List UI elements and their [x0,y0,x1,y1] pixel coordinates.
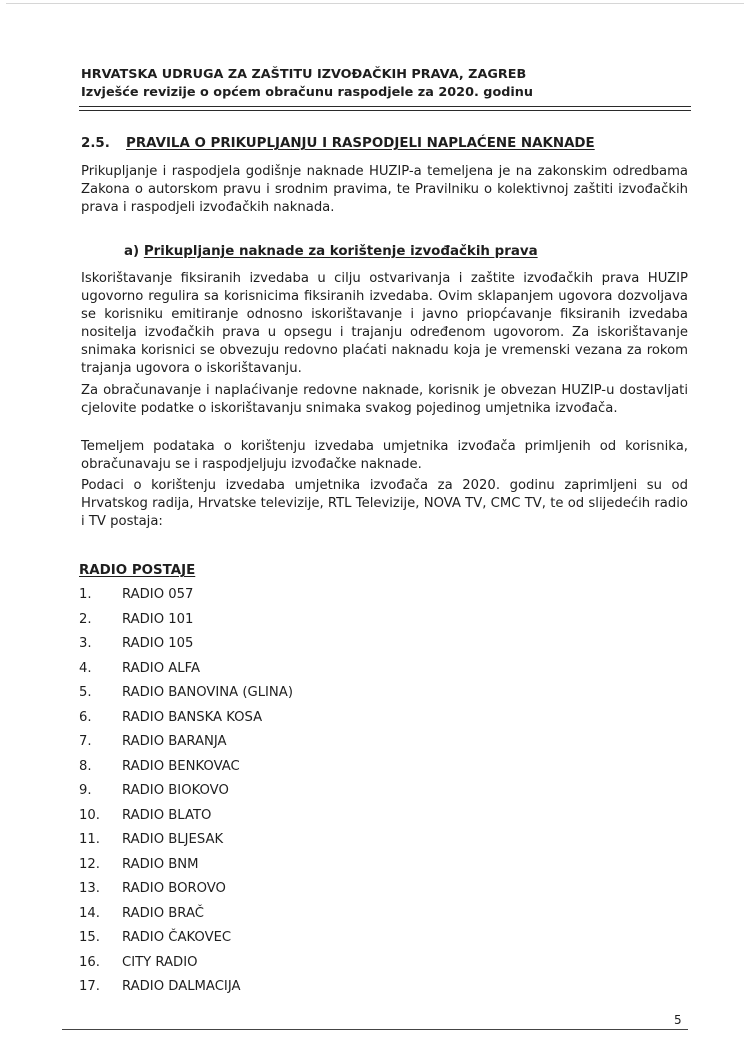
list-item [79,583,293,608]
paragraph-usage: Iskorištavanje fiksiranih izvedaba u cilju ostvarivanja i zaštite izvođačkih prava HUZIP ugovorno regulira sa korisnicima fiksiranih izvedaba. Ovim sklapanjem ugovora dozvoljava se korisniku emitiranje odnosno iskorištavanje i javno priopćavanje fiksiranih izvedaba nositelja izvođačkih prava u opsegu i trajanju određenom ugovorom. Za iskorištavanje snimaka korisnici se obvezuju redovno plaćati naknadu koja je vremenski vezana za rokom trajanja ugovora o iskorištavanju. [81,271,688,376]
list-item-number: 17. [79,979,100,994]
list-item [79,779,293,804]
list-item-number: 14. [79,905,100,921]
subsection-title: Prikupljanje naknade za korištenje izvođačkih prava [143,244,538,259]
page-number: 5 [674,1013,682,1027]
list-item [79,902,293,927]
list-item-number: 10. [79,807,100,823]
list-item-name: RADIO BLJESAK [122,832,224,847]
section-heading [81,136,595,151]
list-item [79,730,293,755]
list-item-number: 4. [79,660,92,676]
list-item-name: RADIO 101 [122,611,194,627]
report-title: Izvješće revizije o općem obračunu raspodjele za 2020. godinu [81,85,534,100]
list-item [79,828,293,853]
list-item-name: RADIO BARANJA [122,734,227,749]
list-item-number: 13. [79,881,100,896]
list-item-number: 11. [79,832,100,847]
list-item [79,804,293,829]
list-item [79,608,293,633]
list-item-name: RADIO ČAKOVEC [122,930,232,945]
list-item-number: 3. [79,636,92,651]
list-item-number: 12. [79,856,100,872]
list-item-number: 16. [79,954,100,970]
paragraph-billing: Za obračunavanje i naplaćivanje redovne naknade, korisnik je obvezan HUZIP-u dostavljati cjelovite podatke o iskorištavanju snimaka svakog pojedinog umjetnika izvođača. [81,383,688,416]
list-item-name: RADIO BENKOVAC [122,758,240,774]
radio-stations-list [79,583,293,1000]
list-item-name: RADIO DALMACIJA [122,979,241,994]
paragraph-data-sources: Podaci o korištenju izvedaba umjetnika izvođača za 2020. godinu zaprimljeni su od Hrvatskog radija, Hrvatske televizije, RTL Televizije, NOVA TV, CMC TV, te od slijedećih radio i TV postaja: [81,478,688,529]
list-item-name: RADIO BANSKA KOSA [122,709,263,725]
list-item-number: 5. [79,685,92,700]
list-item [79,951,293,976]
radio-stations-heading: RADIO POSTAJE [79,563,196,578]
list-item-name: RADIO BNM [122,856,199,872]
list-item-name: RADIO 057 [122,587,194,602]
list-item-name: RADIO BLATO [122,807,212,823]
top-edge-line [6,3,744,4]
list-item [79,877,293,902]
list-item-number: 2. [79,611,92,627]
section-title: PRAVILA O PRIKUPLJANJU I RASPODJELI NAPLAĆENE NAKNADE [126,136,595,151]
list-item [79,706,293,731]
header-divider [79,106,691,111]
list-item [79,853,293,878]
section-number: 2.5. [81,136,110,151]
list-item-name: RADIO 105 [122,636,194,651]
list-item-name: RADIO BOROVO [122,881,226,896]
list-item-number: 6. [79,709,92,725]
list-item [79,681,293,706]
list-item-name: RADIO BRAČ [122,905,204,921]
list-item [79,926,293,951]
list-item [79,755,293,780]
list-item [79,632,293,657]
document-header [81,66,691,102]
list-item-number: 8. [79,758,92,774]
list-item-number: 7. [79,734,92,749]
list-item-name: RADIO BANOVINA (GLINA) [122,685,293,700]
list-item [79,975,293,1000]
list-item-number: 1. [79,587,92,602]
subsection-letter: a) [124,244,140,259]
footer-divider [62,1029,688,1030]
list-item [79,657,293,682]
subsection-heading [124,244,538,259]
paragraph-calculation: Temeljem podataka o korištenju izvedaba umjetnika izvođača primljenih od korisnika, obračunavaju se i raspodjeljuju izvođačke naknade. [81,439,688,472]
list-item-name: RADIO BIOKOVO [122,783,229,798]
list-item-name: RADIO ALFA [122,660,201,676]
organization-name: HRVATSKA UDRUGA ZA ZAŠTITU IZVOĐAČKIH PRAVA, ZAGREB [81,67,527,82]
list-item-name: CITY RADIO [122,954,198,970]
list-item-number: 9. [79,783,92,798]
section-intro-paragraph: Prikupljanje i raspodjela godišnje naknade HUZIP-a temeljena je na zakonskim odredbama Zakona o autorskom pravu i srodnim pravima, te Pravilniku o kolektivnoj zaštiti izvođačkih prava i raspodjeli izvođačkih naknada. [81,164,688,215]
list-item-number: 15. [79,930,100,945]
